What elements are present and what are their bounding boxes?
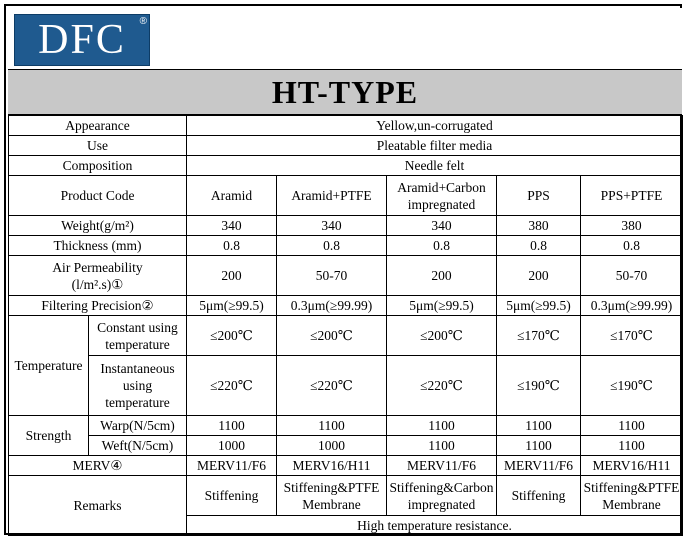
strength-warp-cell: 1100 [497,416,581,436]
thickness-cell: 0.8 [387,236,497,256]
row-remarks [9,476,683,516]
use-label: Use [9,136,187,156]
row-temperature-constant [9,316,683,356]
weight-cell: 340 [277,216,387,236]
product-code-cell: PPS+PTFE [581,176,683,216]
filtering-precision-cell: 0.3μm(≥99.99) [581,296,683,316]
row-air-permeability [9,256,683,296]
strength-weft-cell: 1100 [387,436,497,456]
row-thickness [9,236,683,256]
air-permeability-cell: 50-70 [277,256,387,296]
temperature-constant-cell: ≤170℃ [581,316,683,356]
temperature-instantaneous-cell: ≤190℃ [497,356,581,416]
filtering-precision-cell: 5μm(≥99.5) [187,296,277,316]
strength-warp-cell: 1100 [581,416,683,436]
thickness-cell: 0.8 [187,236,277,256]
logo-text: DFC [38,17,126,63]
temperature-instantaneous-cell: ≤220℃ [277,356,387,416]
remarks-cell: Stiffening&Carbon impregnated [387,476,497,516]
merv-cell: MERV11/F6 [187,456,277,476]
composition-value: Needle felt [187,156,683,176]
remarks-label: Remarks [9,476,187,536]
appearance-value: Yellow,un-corrugated [187,116,683,136]
merv-cell: MERV11/F6 [497,456,581,476]
strength-weft-cell: 1000 [187,436,277,456]
row-use [9,136,683,156]
thickness-cell: 0.8 [277,236,387,256]
weight-cell: 380 [581,216,683,236]
filtering-precision-cell: 5μm(≥99.5) [387,296,497,316]
product-code-cell: PPS [497,176,581,216]
filtering-precision-cell: 5μm(≥99.5) [497,296,581,316]
use-value: Pleatable filter media [187,136,683,156]
page-title: HT-TYPE [271,73,419,110]
air-permeability-label [9,256,187,296]
row-temperature-instantaneous [9,356,683,416]
air-permeability-cell: 200 [387,256,497,296]
weight-cell: 340 [187,216,277,236]
strength-warp-cell: 1100 [387,416,497,436]
composition-label: Composition [9,156,187,176]
weight-cell: 340 [387,216,497,236]
merv-cell: MERV16/H11 [277,456,387,476]
weight-cell: 380 [497,216,581,236]
strength-weft-cell: 1000 [277,436,387,456]
temperature-instantaneous-cell: ≤190℃ [581,356,683,416]
remarks-cell: Stiffening&PTFE Membrane [277,476,387,516]
air-permeability-cell: 200 [187,256,277,296]
row-appearance [9,116,683,136]
air-permeability-label-line2: (l/m².s)① [71,276,124,292]
merv-cell: MERV16/H11 [581,456,683,476]
strength-weft-cell: 1100 [497,436,581,456]
air-permeability-cell: 200 [497,256,581,296]
header [8,8,682,69]
row-weight [9,216,683,236]
row-strength-weft [9,436,683,456]
air-permeability-label-line1: Air Permeability [52,259,143,275]
product-code-cell: Aramid+PTFE [277,176,387,216]
merv-cell: MERV11/F6 [387,456,497,476]
temperature-instantaneous-cell: ≤220℃ [187,356,277,416]
temperature-instantaneous-label: Instantaneous using temperature [89,356,187,416]
row-strength-warp [9,416,683,436]
filtering-precision-cell: 0.3μm(≥99.99) [277,296,387,316]
air-permeability-cell: 50-70 [581,256,683,296]
filtering-precision-label: Filtering Precision② [9,296,187,316]
strength-label: Strength [9,416,89,456]
temperature-constant-cell: ≤200℃ [277,316,387,356]
product-code-cell: Aramid+Carbon impregnated [387,176,497,216]
remarks-cell: Stiffening [497,476,581,516]
remarks-note: High temperature resistance. [187,516,683,536]
row-composition [9,156,683,176]
thickness-label: Thickness (mm) [9,236,187,256]
row-filtering-precision [9,296,683,316]
thickness-cell: 0.8 [497,236,581,256]
appearance-label: Appearance [9,116,187,136]
temperature-constant-cell: ≤200℃ [187,316,277,356]
product-code-cell: Aramid [187,176,277,216]
temperature-constant-cell: ≤200℃ [387,316,497,356]
strength-warp-cell: 1100 [277,416,387,436]
remarks-cell: Stiffening&PTFE Membrane [581,476,683,516]
dfc-logo [14,14,150,66]
registered-mark: ® [139,16,147,27]
spec-table [8,115,683,536]
product-code-label: Product Code [9,176,187,216]
title-band [8,69,682,115]
strength-weft-cell: 1100 [581,436,683,456]
temperature-instantaneous-cell: ≤220℃ [387,356,497,416]
row-merv [9,456,683,476]
thickness-cell: 0.8 [581,236,683,256]
row-product-code [9,176,683,216]
merv-label: MERV④ [9,456,187,476]
strength-warp-label: Warp(N/5cm) [89,416,187,436]
temperature-constant-label: Constant using temperature [89,316,187,356]
remarks-cell: Stiffening [187,476,277,516]
strength-weft-label: Weft(N/5cm) [89,436,187,456]
temperature-label: Temperature [9,316,89,416]
strength-warp-cell: 1100 [187,416,277,436]
weight-label: Weight(g/m²) [9,216,187,236]
spec-sheet [4,4,682,535]
temperature-constant-cell: ≤170℃ [497,316,581,356]
